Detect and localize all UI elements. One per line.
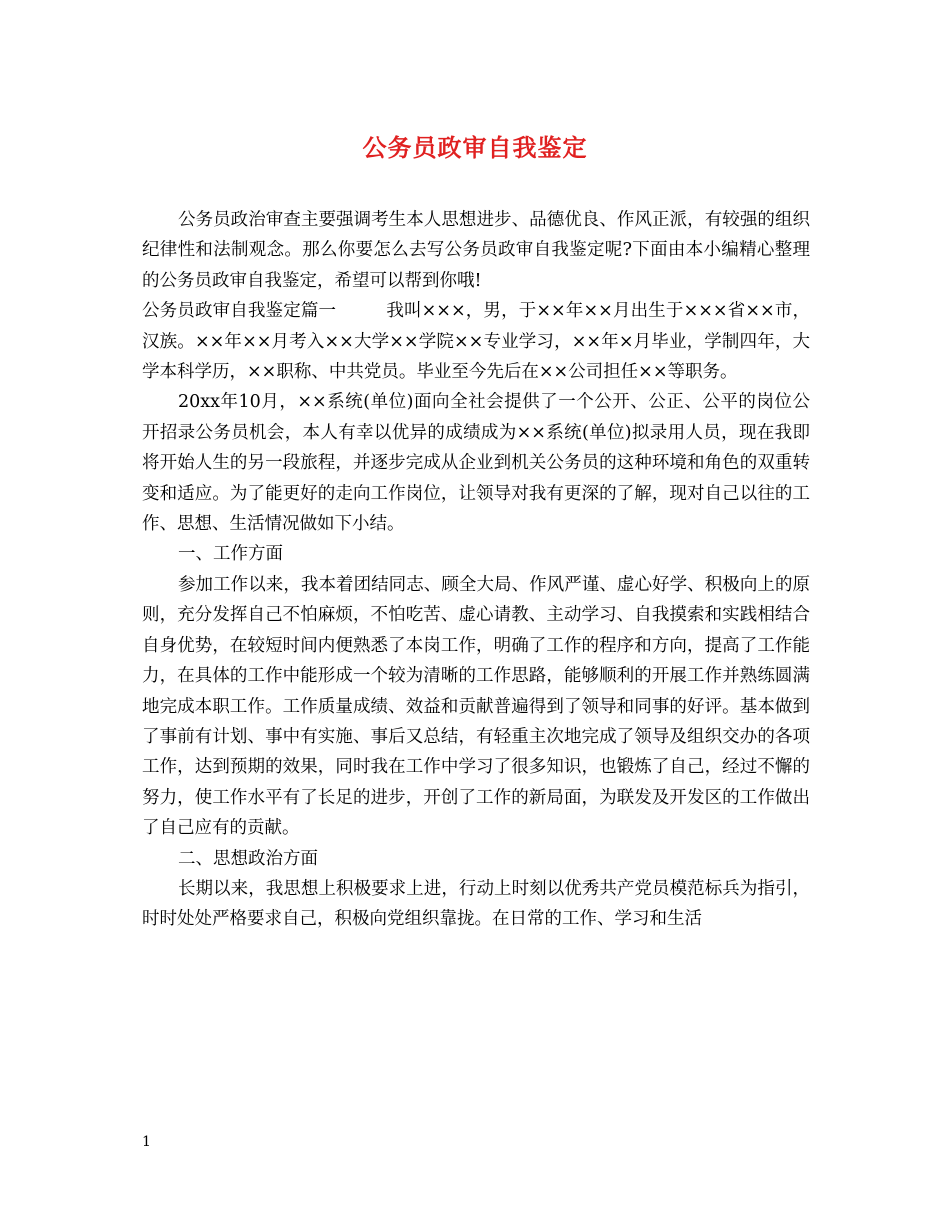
section-heading: 公务员政审自我鉴定篇一 <box>142 301 337 322</box>
section-first-paragraph <box>142 296 810 387</box>
work-heading: 一、工作方面 <box>178 544 283 565</box>
politics-paragraph: 长期以来，我思想上积极要求上进，行动上时刻以优秀共产党员模范标兵为指引，时时处处严格要求自己，积极向党组织靠拢。在日常的工作、学习和生活 <box>142 878 810 930</box>
politics-heading: 二、思想政治方面 <box>178 848 318 869</box>
recruitment-paragraph: 20xx年10月，××系统(单位)面向全社会提供了一个公开、公正、公平的岗位公开招录公务员机会，本人有幸以优异的成绩成为××系统(单位)拟录用人员，现在我即将开始人生的另一段旅程，并逐步完成从企业到机关公务员的这种环境和角色的双重转变和适应。为了能更好的走向工作岗位，让领导对我有更深的了解，现对自己以往的工作、思想、生活情况做如下小结。 <box>142 392 810 535</box>
document-body <box>142 205 810 935</box>
page-number: 1 <box>142 1134 151 1150</box>
section-first-text: 我叫×××，男，于××年××月出生于×××省××市，汉族。××年××月考入××大学××学院××专业学习，××年×月毕业，学制四年，大学本科学历，××职称、中共党员。毕业至今先后在××公司担任××等职务。 <box>142 301 810 383</box>
document-title: 公务员政审自我鉴定 <box>362 133 588 162</box>
work-paragraph: 参加工作以来，我本着团结同志、顾全大局、作风严谨、虚心好学、积极向上的原则，充分发挥自己不怕麻烦，不怕吃苦、虚心请教、主动学习、自我摸索和实践相结合自身优势，在较短时间内便熟悉了本岗工作，明确了工作的程序和方向，提高了工作能力，在具体的工作中能形成一个较为清晰的工作思路，能够顺利的开展工作并熟练圆满地完成本职工作。工作质量成绩、效益和贡献普遍得到了领导和同事的好评。基本做到了事前有计划、事中有实施、事后又总结，有轻重主次地完成了领导及组织交办的各项工作，达到预期的效果，同时我在工作中学习了很多知识，也锻炼了自己，经过不懈的努力，使工作水平有了长足的进步，开创了工作的新局面，为联发及开发区的工作做出了自己应有的贡献。 <box>142 574 810 839</box>
intro-paragraph: 公务员政治审查主要强调考生本人思想进步、品德优良、作风正派，有较强的组织纪律性和法制观念。那么你要怎么去写公务员政审自我鉴定呢?下面由本小编精心整理的公务员政审自我鉴定，希望可以帮到你哦! <box>142 210 810 291</box>
